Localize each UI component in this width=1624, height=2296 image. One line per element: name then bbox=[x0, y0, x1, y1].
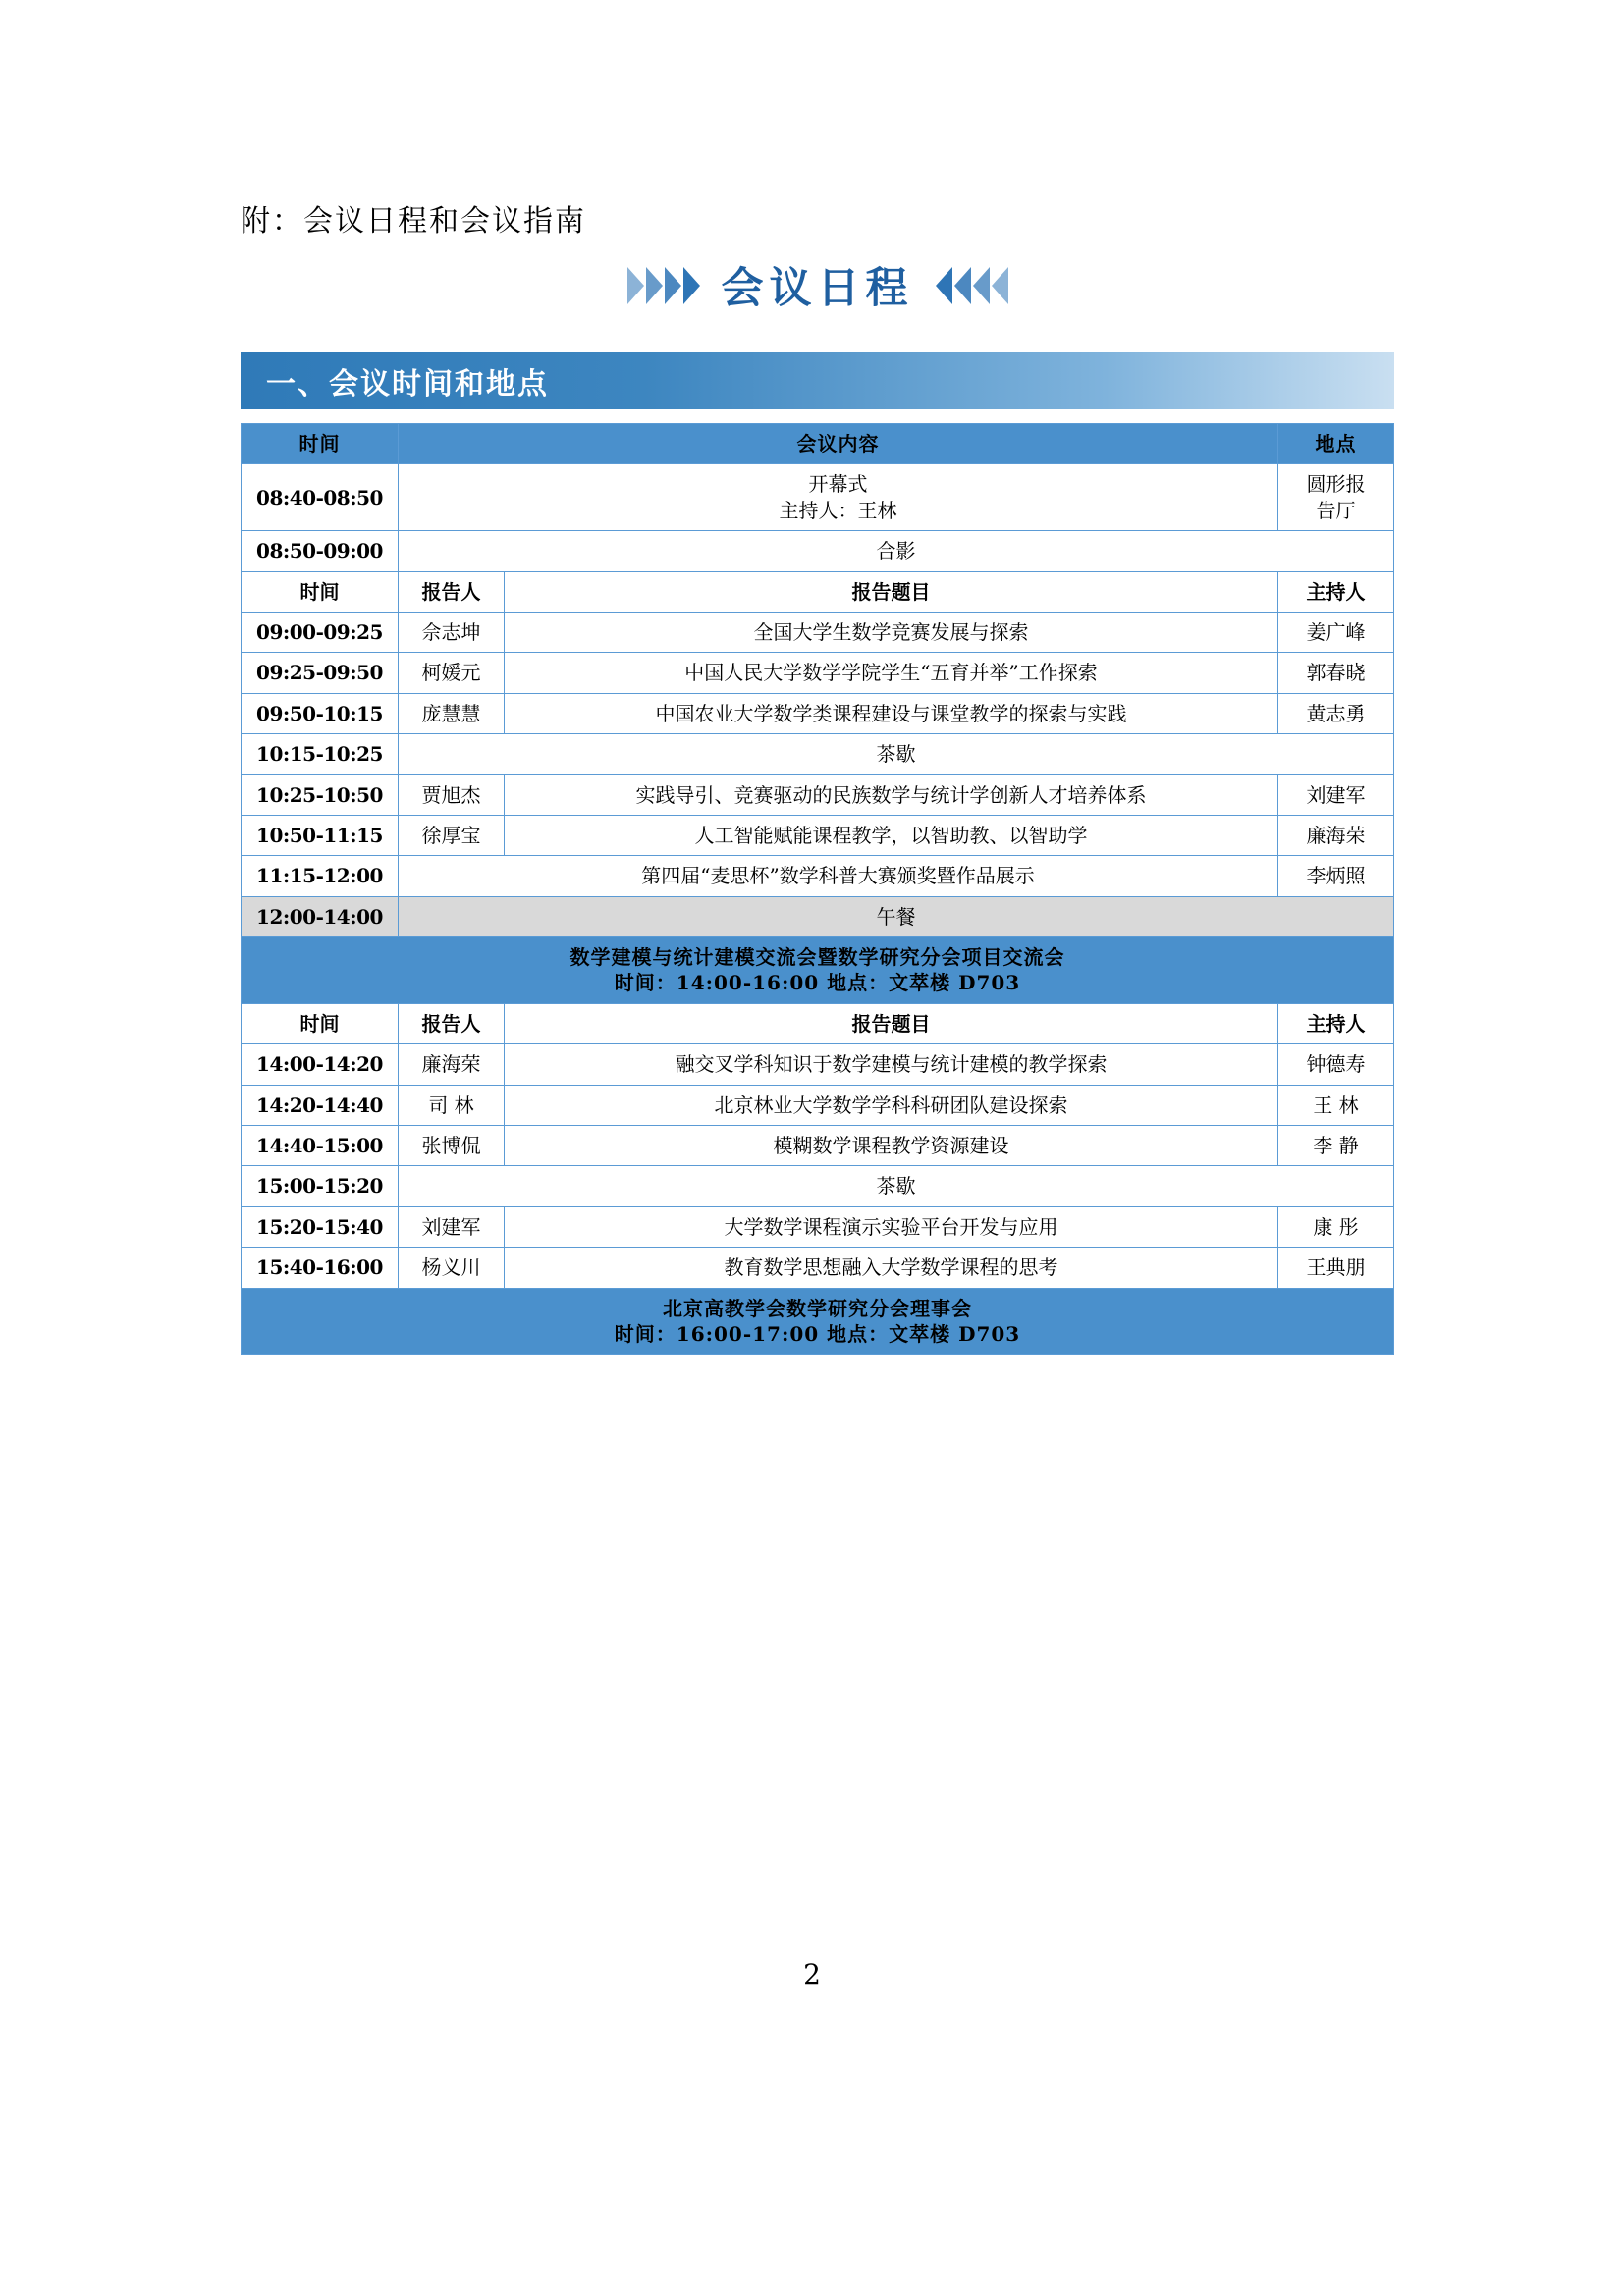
cell-place bbox=[1278, 464, 1394, 531]
banner1-line2: 时间：14:00-16:00 地点：文萃楼 D703 bbox=[614, 971, 1021, 995]
table-subheader-row bbox=[242, 1003, 1394, 1043]
section-heading-label: 一、会议时间和地点 bbox=[266, 367, 549, 401]
agenda-table bbox=[241, 423, 1394, 1355]
cell-label: 茶歇 bbox=[399, 1166, 1394, 1206]
page-number: 2 bbox=[803, 1958, 821, 1991]
cell-host: 李 静 bbox=[1278, 1126, 1394, 1166]
subheader-host: 主持人 bbox=[1278, 571, 1394, 612]
session-banner-2 bbox=[242, 1288, 1394, 1355]
cell-host: 刘建军 bbox=[1278, 774, 1394, 815]
cell-topic: 模糊数学课程教学资源建设 bbox=[505, 1126, 1278, 1166]
header-place: 地点 bbox=[1278, 424, 1394, 464]
cell-time: 10:15-10:25 bbox=[242, 734, 399, 774]
cell-topic: 融交叉学科知识于数学建模与统计建模的教学探索 bbox=[505, 1044, 1278, 1085]
cell-host: 王 林 bbox=[1278, 1085, 1394, 1125]
cell-topic: 北京林业大学数学学科科研团队建设探索 bbox=[505, 1085, 1278, 1125]
banner2-line2: 时间：16:00-17:00 地点：文萃楼 D703 bbox=[614, 1321, 1021, 1346]
page-content bbox=[241, 196, 1394, 1355]
cell-speaker: 佘志坤 bbox=[399, 612, 505, 652]
cell-speaker: 柯媛元 bbox=[399, 653, 505, 693]
table-row bbox=[242, 612, 1394, 652]
cell-host: 王典朋 bbox=[1278, 1248, 1394, 1288]
cell-time: 14:00-14:20 bbox=[242, 1044, 399, 1085]
cell-speaker: 廉海荣 bbox=[399, 1044, 505, 1085]
cell-host: 李炳照 bbox=[1278, 856, 1394, 896]
chevrons-right-icon bbox=[627, 267, 700, 304]
table-row bbox=[242, 464, 1394, 531]
table-row bbox=[242, 1044, 1394, 1085]
cell-label: 午餐 bbox=[399, 896, 1394, 936]
cell-time: 09:25-09:50 bbox=[242, 653, 399, 693]
cell-speaker: 张博侃 bbox=[399, 1126, 505, 1166]
cell-topic: 实践导引、竞赛驱动的民族数学与统计学创新人才培养体系 bbox=[505, 774, 1278, 815]
cell-time: 09:00-09:25 bbox=[242, 612, 399, 652]
cell-time: 09:50-10:15 bbox=[242, 693, 399, 733]
cell-time: 15:00-15:20 bbox=[242, 1166, 399, 1206]
attachment-line: 附：会议日程和会议指南 bbox=[241, 204, 586, 239]
cell-time: 10:50-11:15 bbox=[242, 815, 399, 855]
cell-label: 茶歇 bbox=[399, 734, 1394, 774]
table-row-tea-break bbox=[242, 734, 1394, 774]
session-banner-1 bbox=[242, 937, 1394, 1004]
section-heading bbox=[241, 352, 1394, 409]
subheader-time: 时间 bbox=[242, 571, 399, 612]
cell-topic: 全国大学生数学竞赛发展与探索 bbox=[505, 612, 1278, 652]
cell-content: 合影 bbox=[399, 531, 1394, 571]
table-row bbox=[242, 1085, 1394, 1125]
cell-topic: 中国人民大学数学学院学生“五育并举”工作探索 bbox=[505, 653, 1278, 693]
table-row bbox=[242, 1248, 1394, 1288]
table-row bbox=[242, 531, 1394, 571]
cell-topic: 大学数学课程演示实验平台开发与应用 bbox=[505, 1206, 1278, 1247]
cell-host: 钟德寿 bbox=[1278, 1044, 1394, 1085]
cell-time: 10:25-10:50 bbox=[242, 774, 399, 815]
subheader-speaker: 报告人 bbox=[399, 1003, 505, 1043]
subheader-topic: 报告题目 bbox=[505, 571, 1278, 612]
table-row bbox=[242, 774, 1394, 815]
chevrons-left-icon bbox=[936, 267, 1008, 304]
cell-host: 康 彤 bbox=[1278, 1206, 1394, 1247]
cell-time: 15:40-16:00 bbox=[242, 1248, 399, 1288]
cell-topic: 第四届“麦思杯”数学科普大赛颁奖暨作品展示 bbox=[399, 856, 1278, 896]
place-line1: 圆形报 bbox=[1306, 472, 1366, 497]
cell-time: 08:50-09:00 bbox=[242, 531, 399, 571]
cell-time: 15:20-15:40 bbox=[242, 1206, 399, 1247]
table-row bbox=[242, 1126, 1394, 1166]
header-time: 时间 bbox=[242, 424, 399, 464]
subheader-speaker: 报告人 bbox=[399, 571, 505, 612]
cell-speaker: 杨义川 bbox=[399, 1248, 505, 1288]
cell-content bbox=[399, 464, 1278, 531]
title-row bbox=[241, 255, 1394, 315]
cell-time: 11:15-12:00 bbox=[242, 856, 399, 896]
cell-host: 廉海荣 bbox=[1278, 815, 1394, 855]
cell-topic: 教育数学思想融入大学数学课程的思考 bbox=[505, 1248, 1278, 1288]
cell-speaker: 刘建军 bbox=[399, 1206, 505, 1247]
table-row-award bbox=[242, 856, 1394, 896]
cell-time: 14:40-15:00 bbox=[242, 1126, 399, 1166]
table-row bbox=[242, 1206, 1394, 1247]
table-row-tea-break bbox=[242, 1166, 1394, 1206]
cell-speaker: 司 林 bbox=[399, 1085, 505, 1125]
cell-host: 姜广峰 bbox=[1278, 612, 1394, 652]
cell-speaker: 徐厚宝 bbox=[399, 815, 505, 855]
table-row bbox=[242, 815, 1394, 855]
subheader-time: 时间 bbox=[242, 1003, 399, 1043]
opening-line1: 开幕式 bbox=[808, 472, 868, 497]
table-row-lunch bbox=[242, 896, 1394, 936]
table-row bbox=[242, 653, 1394, 693]
subheader-topic: 报告题目 bbox=[505, 1003, 1278, 1043]
banner2-line1: 北京高教学会数学研究分会理事会 bbox=[663, 1296, 972, 1320]
subheader-host: 主持人 bbox=[1278, 1003, 1394, 1043]
cell-speaker: 贾旭杰 bbox=[399, 774, 505, 815]
cell-time: 12:00-14:00 bbox=[242, 896, 399, 936]
cell-time: 14:20-14:40 bbox=[242, 1085, 399, 1125]
place-line2: 告厅 bbox=[1316, 498, 1356, 522]
cell-time: 08:40-08:50 bbox=[242, 464, 399, 531]
table-header-row bbox=[242, 424, 1394, 464]
page-title: 会议日程 bbox=[721, 264, 914, 313]
cell-host: 郭春晓 bbox=[1278, 653, 1394, 693]
cell-topic: 中国农业大学数学类课程建设与课堂教学的探索与实践 bbox=[505, 693, 1278, 733]
opening-line2: 主持人：王林 bbox=[779, 498, 897, 522]
cell-speaker: 庞慧慧 bbox=[399, 693, 505, 733]
header-content: 会议内容 bbox=[399, 424, 1278, 464]
banner1-line1: 数学建模与统计建模交流会暨数学研究分会项目交流会 bbox=[569, 945, 1065, 970]
table-subheader-row bbox=[242, 571, 1394, 612]
cell-host: 黄志勇 bbox=[1278, 693, 1394, 733]
table-row bbox=[242, 693, 1394, 733]
cell-topic: 人工智能赋能课程教学，以智助教、以智助学 bbox=[505, 815, 1278, 855]
